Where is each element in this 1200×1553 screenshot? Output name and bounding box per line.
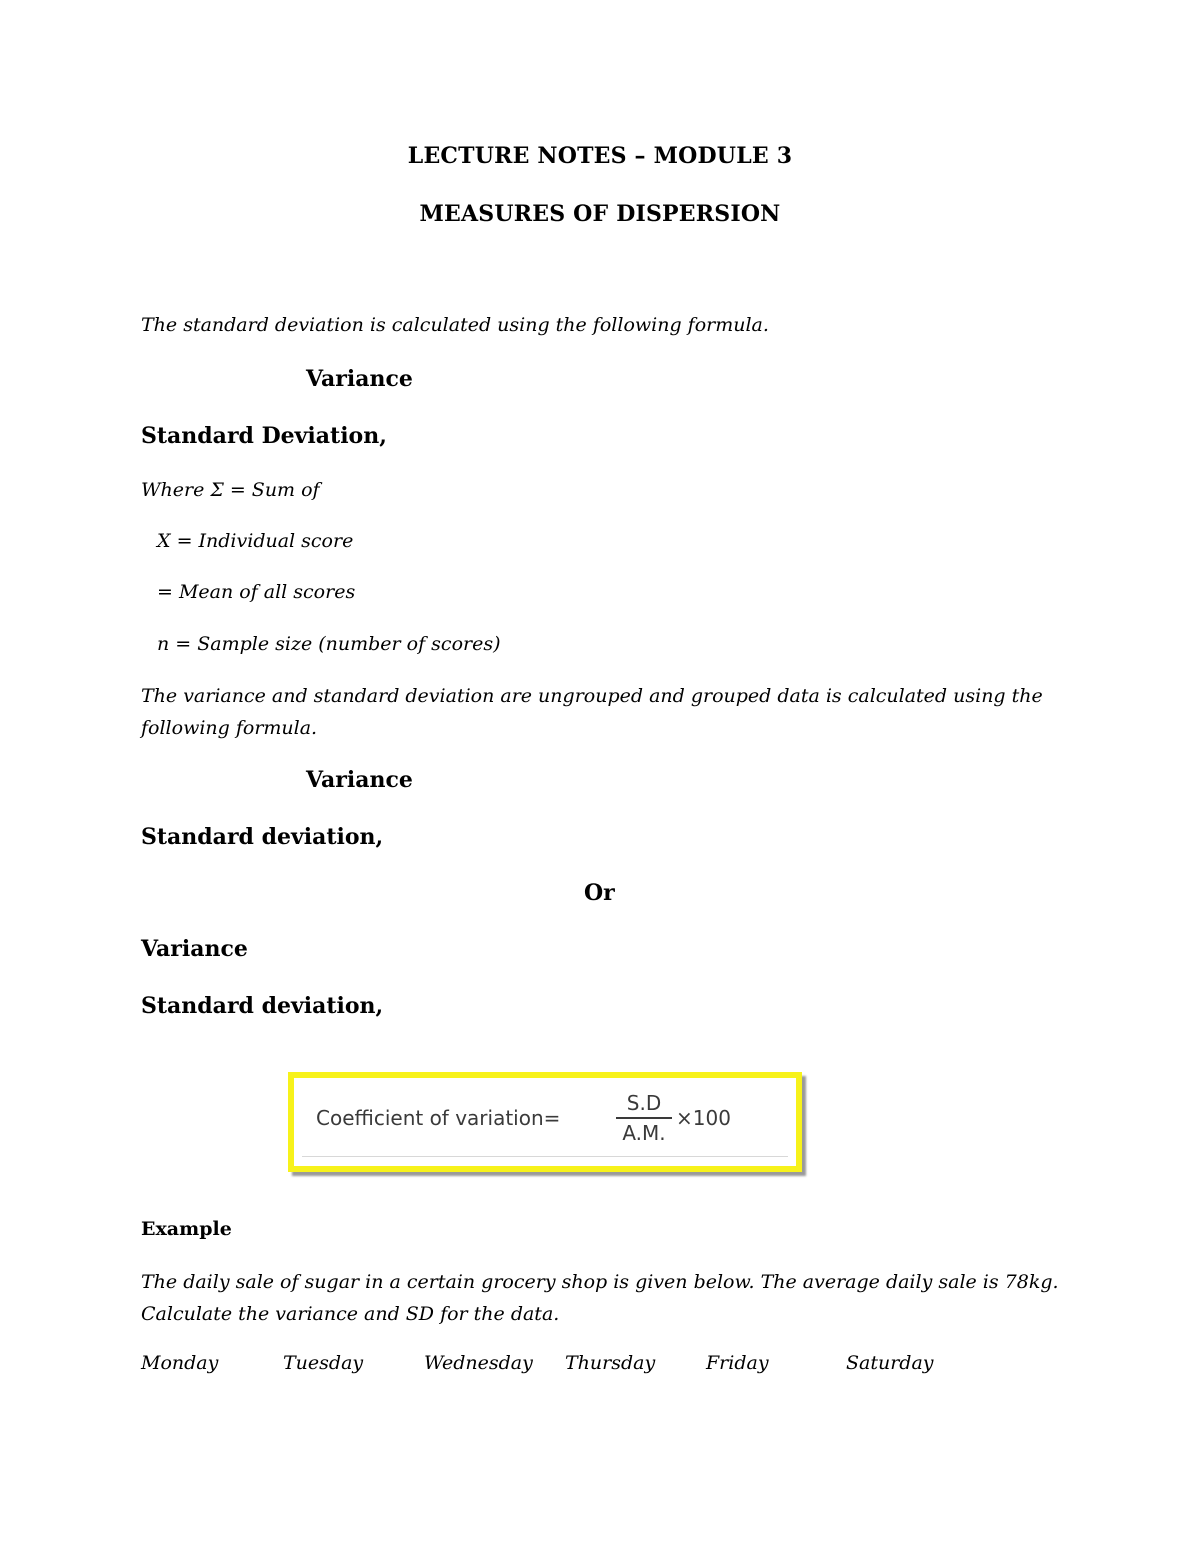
std-dev-heading-2: Standard deviation, — [141, 824, 384, 850]
example-heading: Example — [141, 1218, 232, 1240]
definition-mean: = Mean of all scores — [157, 581, 356, 603]
grouped-intro-text: The variance and standard deviation are ungrouped and grouped data is calculated using the following formula. — [141, 685, 1043, 739]
page-title: LECTURE NOTES – MODULE 3 — [407, 143, 793, 169]
example-text: The daily sale of sugar in a certain grocery shop is given below. The average daily sale is 78kg. Calculate the variance and SD for the data. — [141, 1271, 1059, 1325]
variance-heading-3: Variance — [141, 936, 248, 962]
variance-heading-1: Variance — [306, 366, 413, 392]
day-friday: Friday — [706, 1352, 769, 1374]
fraction-bar — [616, 1117, 672, 1119]
cv-numerator: S.D — [626, 1091, 662, 1115]
definition-x: X = Individual score — [157, 530, 354, 552]
variance-heading-2: Variance — [306, 767, 413, 793]
std-dev-heading-1: Standard Deviation, — [141, 423, 387, 449]
cv-multiplier: ×100 — [676, 1106, 731, 1130]
page-subtitle: MEASURES OF DISPERSION — [419, 201, 781, 227]
cv-fraction — [616, 1091, 672, 1145]
day-thursday: Thursday — [565, 1352, 656, 1374]
day-monday: Monday — [141, 1352, 219, 1374]
definition-n: n = Sample size (number of scores) — [157, 633, 501, 655]
intro-text: The standard deviation is calculated using the following formula. — [141, 314, 769, 336]
definition-sum: Where Σ = Sum of — [141, 479, 320, 501]
day-saturday: Saturday — [846, 1352, 934, 1374]
or-separator: Or — [584, 880, 615, 906]
cv-label: Coefficient of variation= — [316, 1106, 561, 1130]
box-divider — [302, 1156, 788, 1157]
day-wednesday: Wednesday — [424, 1352, 533, 1374]
cv-denominator: A.M. — [622, 1121, 666, 1145]
coefficient-of-variation-formula — [288, 1072, 802, 1172]
day-tuesday: Tuesday — [283, 1352, 364, 1374]
std-dev-heading-3: Standard deviation, — [141, 993, 384, 1019]
